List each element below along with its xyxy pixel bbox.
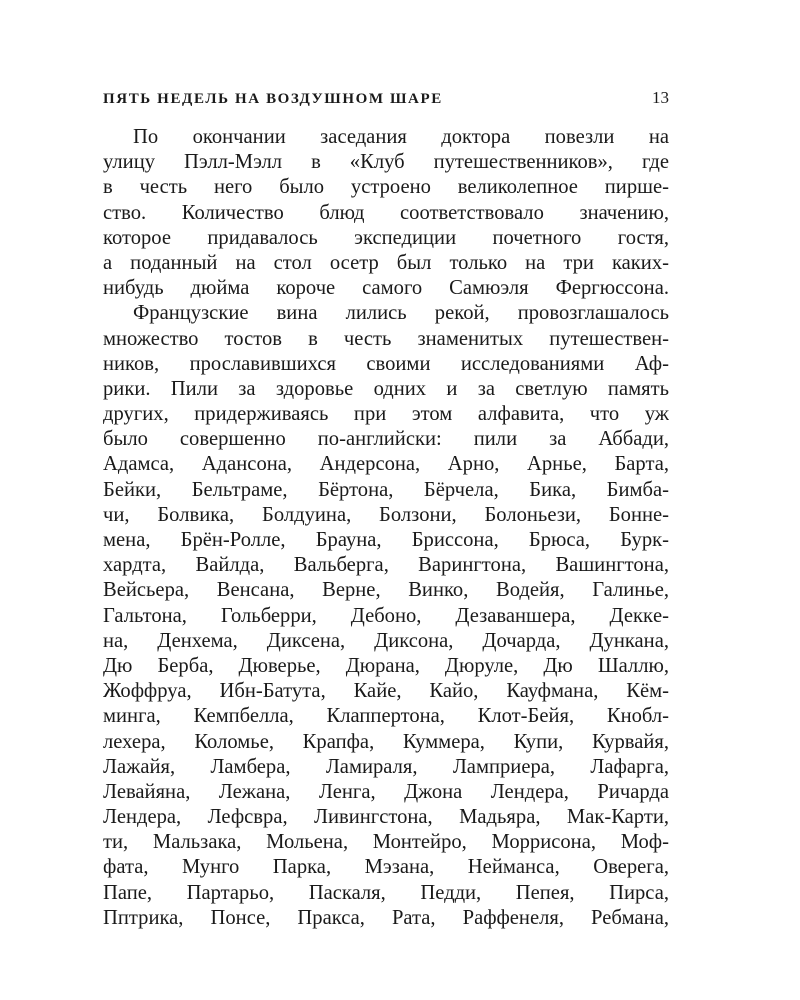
text-line: Пптрика, Понсе, Пракса, Рата, Раффенеля, Ребмана,	[103, 906, 669, 929]
text-line: Жоффруа, Ибн-Батута, Кайе, Кайо, Кауфмана, Кём-	[103, 680, 669, 703]
text-line: которое придавалось экспедиции почетного гостя,	[103, 226, 669, 249]
text-line: Адамса, Адансона, Андерсона, Арно, Арнье, Барта,	[103, 453, 669, 476]
text-line: а поданный на стол осетр был только на три каких-	[103, 251, 669, 274]
text-line: Гальтона, Гольберри, Дебоно, Дезаваншера, Деккe-	[103, 604, 669, 627]
text-line: Лендера, Лефсвра, Ливингстона, Мадьяра, Мак-Карти,	[103, 806, 669, 829]
text-line: мена, Брён-Ролле, Брауна, Бриссона, Брюса, Бурк-	[103, 529, 669, 551]
text-line: Дю Берба, Дюверье, Дюрана, Дюрулe, Дю Шаллю,	[103, 654, 669, 677]
text-line: фата, Мунго Парка, Мэзана, Неймaнса, Оверега,	[103, 856, 669, 879]
text-line: ти, Мальзака, Мольена, Монтейро, Моррисона, Моф-	[103, 831, 669, 854]
text-line: нибудь дюйма короче самого Самюэля Фергюссона.	[103, 277, 669, 300]
text-line: лехера, Коломье, Крапфа, Куммера, Купи, Курвайя,	[103, 730, 669, 753]
page-number: 13	[652, 88, 669, 107]
text-line: ство. Количество блюд соответствовало значению,	[103, 201, 669, 224]
text-line: Бейки, Бельтраме, Бёртона, Бёрчела, Бика, Бимба-	[103, 478, 669, 501]
text-line: Папе, Партарьо, Паскаля, Педди, Пепея, Пирса,	[103, 881, 669, 904]
text-line: Вейсьера, Венсана, Верне, Винко, Водейя, Галинье,	[103, 579, 669, 602]
text-line: Лажайя, Ламбера, Ламираля, Ламприера, Лафарга,	[103, 755, 669, 778]
text-line: на, Денхема, Диксена, Диксона, Дочарда, Дункана,	[103, 629, 669, 652]
body-text	[103, 125, 669, 931]
text-line: других, придерживаясь при этом алфавита, что уж	[103, 403, 669, 426]
text-line: Французские вина лились рекой, провозглашалось	[133, 302, 669, 325]
text-line: улицу Пэлл-Мэлл в «Клуб путешественников», где	[103, 151, 669, 174]
text-line: множество тостов в честь знаменитых путешествен-	[103, 327, 669, 350]
text-line: было совершенно по-английски: пили за Аббади,	[103, 428, 669, 451]
running-header	[103, 88, 669, 112]
text-line: рики. Пили за здоровье одних и за светлую память	[103, 377, 669, 400]
text-line: ников, прославившихся своими исследованиями Аф-	[103, 352, 669, 375]
text-line: чи, Болвика, Болдуина, Болзони, Болоньези, Бонне-	[103, 503, 669, 526]
running-title: ПЯТЬ НЕДЕЛЬ НА ВОЗДУШНОМ ШАРЕ	[103, 91, 443, 107]
text-line: Левайяна, Лежана, Ленга, Джона Лендера, Ричарда	[103, 780, 669, 803]
text-line: хардта, Вайлда, Вальберга, Варингтона, Вашингтона,	[103, 554, 669, 577]
text-line: в честь него было устроено великолепное пирше-	[103, 176, 669, 199]
text-line: По окончании заседания доктора повезли на	[133, 126, 669, 148]
text-line: минга, Кемпбелла, Клаппертона, Клот-Бейя, Кнобл-	[103, 705, 669, 728]
